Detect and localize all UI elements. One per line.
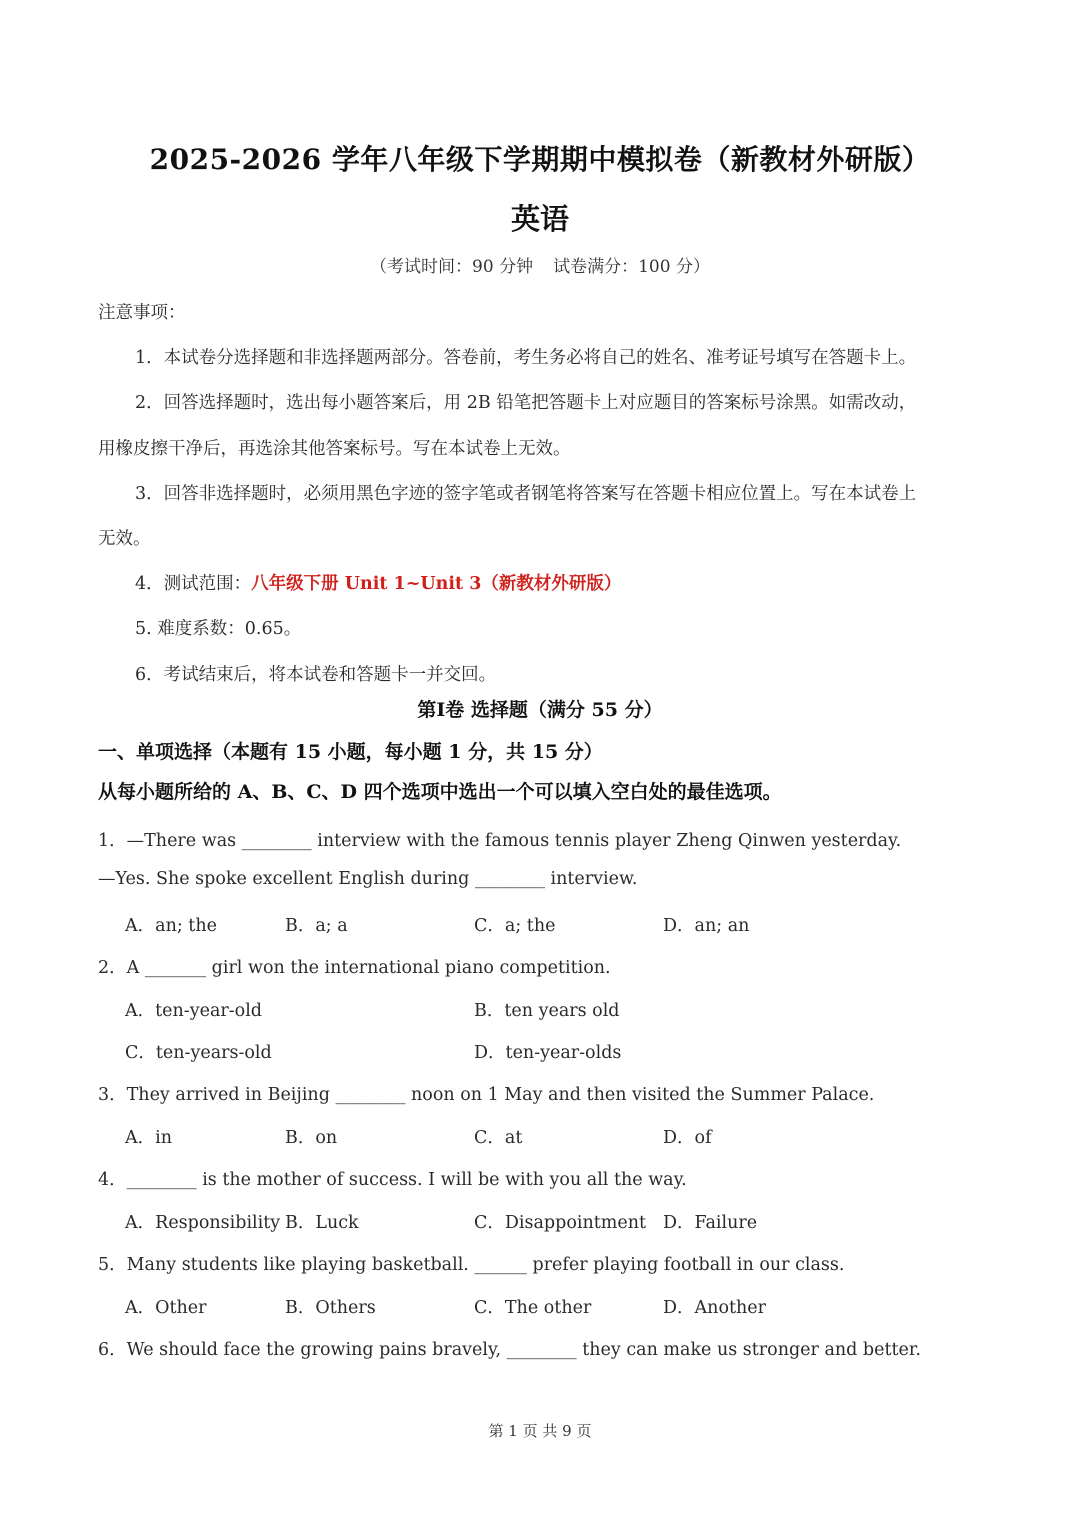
question-4-option-d: D．Failure bbox=[663, 1213, 758, 1233]
test-scope: 八年级下册 Unit 1~Unit 3（新教材外研版） bbox=[251, 574, 622, 594]
page-number: 第 1 页 共 9 页 bbox=[488, 1422, 592, 1440]
question-1-option-a: A．an; the bbox=[125, 916, 217, 936]
exam-info bbox=[0, 252, 1080, 277]
notice-item-4-label: 4．测试范围： bbox=[135, 574, 252, 594]
question-4-option-b: B．Luck bbox=[285, 1213, 359, 1233]
notice-item-1: 1．本试卷分选择题和非选择题两部分。答卷前，考生务必将自己的姓名、准考证号填写在答题卡上。 bbox=[135, 348, 917, 368]
question-2-option-c: C．ten-years-old bbox=[125, 1043, 272, 1063]
question-5-option-c: C．The other bbox=[474, 1298, 592, 1318]
question-1-stem-2: —Yes. She spoke excellent English during ________ interview. bbox=[98, 869, 638, 889]
question-2-option-a: A．ten-year-old bbox=[125, 1001, 263, 1021]
question-4-option-a: A．Responsibility bbox=[125, 1213, 281, 1233]
question-2-stem: 2．A _______ girl won the international piano competition. bbox=[98, 958, 611, 978]
notice-item-2-cont: 用橡皮擦干净后，再选涂其他答案标号。写在本试卷上无效。 bbox=[98, 439, 571, 459]
question-5-option-b: B．Others bbox=[285, 1298, 376, 1318]
question-3-option-d: D．of bbox=[663, 1128, 712, 1148]
question-5-stem: 5．Many students like playing basketball. ______ prefer playing football in our class. bbox=[98, 1255, 845, 1275]
question-4-option-c: C．Disappointment bbox=[474, 1213, 647, 1233]
question-6-stem: 6．We should face the growing pains bravely, ________ they can make us stronger and better. bbox=[98, 1340, 921, 1360]
notice-item-6: 6．考试结束后，将本试卷和答题卡一并交回。 bbox=[135, 665, 497, 685]
section-title: 第Ⅰ卷 选择题（满分 55 分） bbox=[417, 699, 663, 721]
question-4-stem: 4．________ is the mother of success. I will be with you all the way. bbox=[98, 1170, 687, 1190]
question-3-stem: 3．They arrived in Beijing ________ noon on 1 May and then visited the Summer Palace. bbox=[98, 1085, 875, 1105]
question-3-option-a: A．in bbox=[125, 1128, 173, 1148]
instruction: 从每小题所给的 A、B、C、D 四个选项中选出一个可以填入空白处的最佳选项。 bbox=[98, 781, 782, 803]
exam-time: （考试时间：90 分钟 bbox=[370, 257, 534, 277]
notice-item-4 bbox=[135, 570, 621, 595]
question-2-option-b: B．ten years old bbox=[474, 1001, 620, 1021]
question-5-option-d: D．Another bbox=[663, 1298, 767, 1318]
notice-heading: 注意事项： bbox=[98, 303, 186, 323]
question-2-option-d: D．ten-year-olds bbox=[474, 1043, 622, 1063]
notice-item-2: 2．回答选择题时，选出每小题答案后，用 2B 铅笔把答题卡上对应题目的答案标号涂黑。如需改动， bbox=[135, 393, 917, 413]
question-3-option-b: B．on bbox=[285, 1128, 338, 1148]
question-1-option-b: B．a; a bbox=[285, 916, 348, 936]
subject-title: 英语 bbox=[510, 202, 569, 236]
notice-item-3: 3．回答非选择题时，必须用黑色字迹的签字笔或者钢笔将答案写在答题卡相应位置上。写在本试卷上 bbox=[135, 484, 917, 504]
notice-item-3-cont: 无效。 bbox=[98, 529, 151, 549]
question-1-option-c: C．a; the bbox=[474, 916, 556, 936]
question-5-option-a: A．Other bbox=[125, 1298, 207, 1318]
notice-item-5: 5. 难度系数：0.65。 bbox=[135, 619, 302, 639]
part-title: 一、单项选择（本题有 15 小题，每小题 1 分，共 15 分） bbox=[98, 741, 603, 763]
question-1-stem: 1．—There was ________ interview with the famous tennis player Zheng Qinwen yesterday. bbox=[98, 831, 902, 851]
question-3-option-c: C．at bbox=[474, 1128, 523, 1148]
full-score: 试卷满分：100 分） bbox=[553, 257, 710, 277]
question-1-option-d: D．an; an bbox=[663, 916, 750, 936]
exam-title: 2025-2026 学年八年级下学期期中模拟卷（新教材外研版） bbox=[149, 143, 931, 176]
